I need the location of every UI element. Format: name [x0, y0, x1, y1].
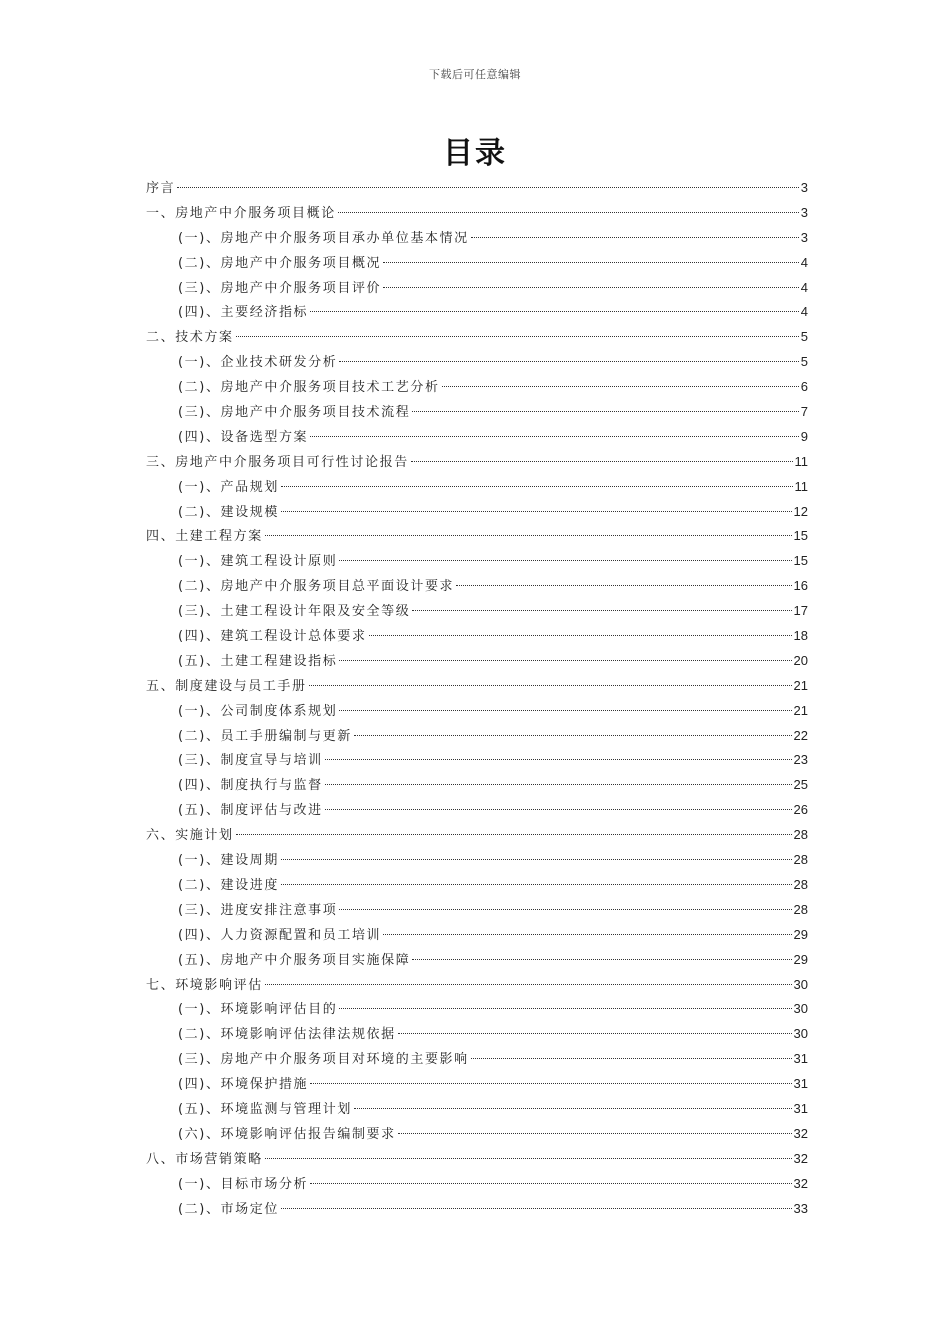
toc-entry-page-number: 4	[800, 254, 808, 270]
toc-dot-leader	[398, 1133, 792, 1134]
toc-entry[interactable]	[146, 549, 808, 574]
toc-dot-leader	[338, 212, 799, 213]
toc-entry[interactable]	[146, 724, 808, 749]
toc-entry[interactable]	[146, 599, 808, 624]
toc-entry[interactable]	[146, 748, 808, 773]
toc-entry-page-number: 21	[793, 702, 808, 718]
toc-entry[interactable]	[146, 823, 808, 848]
toc-dot-leader	[236, 834, 792, 835]
toc-dot-leader	[281, 511, 792, 512]
toc-dot-leader	[310, 1083, 791, 1084]
toc-entry-page-number: 15	[793, 528, 808, 544]
toc-entry-page-number: 5	[800, 329, 808, 345]
toc-entry-label: (四)、建筑工程设计总体要求	[178, 629, 367, 645]
toc-dot-leader	[310, 311, 799, 312]
toc-entry-page-number: 9	[800, 428, 808, 444]
toc-entry-label: (五)、土建工程建设指标	[178, 653, 338, 669]
toc-entry-label: (一)、产品规划	[178, 479, 279, 495]
toc-entry[interactable]	[146, 699, 808, 724]
toc-entry[interactable]	[146, 973, 808, 998]
toc-entry[interactable]	[146, 300, 808, 325]
toc-dot-leader	[383, 287, 799, 288]
toc-entry[interactable]	[146, 425, 808, 450]
toc-dot-leader	[281, 884, 792, 885]
toc-entry[interactable]	[146, 798, 808, 823]
toc-entry-page-number: 25	[793, 777, 808, 793]
toc-entry[interactable]	[146, 1072, 808, 1097]
toc-entry-label: 三、房地产中介服务项目可行性讨论报告	[146, 454, 409, 470]
toc-dot-leader	[339, 909, 791, 910]
toc-entry-label: (三)、房地产中介服务项目评价	[178, 280, 382, 296]
toc-entry[interactable]	[146, 1122, 808, 1147]
toc-entry-label: (五)、房地产中介服务项目实施保障	[178, 952, 411, 968]
toc-entry-label: (六)、环境影响评估报告编制要求	[178, 1126, 396, 1142]
toc-entry-label: (四)、人力资源配置和员工培训	[178, 927, 382, 943]
toc-entry-label: (一)、公司制度体系规划	[178, 703, 338, 719]
toc-entry-label: (三)、土建工程设计年限及安全等级	[178, 604, 411, 620]
toc-entry-page-number: 28	[793, 876, 808, 892]
toc-entry-page-number: 3	[800, 180, 808, 195]
toc-dot-leader	[236, 336, 799, 337]
toc-dot-leader	[281, 1208, 792, 1209]
toc-entry-label: (三)、房地产中介服务项目技术流程	[178, 405, 411, 421]
toc-entry-page-number: 32	[793, 1125, 808, 1141]
toc-entry-page-number: 29	[793, 951, 808, 967]
toc-entry-label: (五)、制度评估与改进	[178, 803, 323, 819]
toc-entry[interactable]	[146, 375, 808, 400]
toc-entry[interactable]	[146, 251, 808, 276]
toc-entry-label: (一)、房地产中介服务项目承办单位基本情况	[178, 230, 469, 246]
page-title: 目录	[443, 136, 507, 171]
toc-entry[interactable]	[146, 674, 808, 699]
toc-dot-leader	[398, 1033, 792, 1034]
toc-entry-label: (二)、环境影响评估法律法规依据	[178, 1027, 396, 1043]
toc-entry-page-number: 5	[800, 354, 808, 370]
toc-entry[interactable]	[146, 1147, 808, 1172]
toc-entry[interactable]	[146, 997, 808, 1022]
toc-entry[interactable]	[146, 624, 808, 649]
toc-entry-label: (三)、制度宣导与培训	[178, 753, 323, 769]
toc-entry-page-number: 32	[793, 1175, 808, 1191]
toc-dot-leader	[412, 411, 798, 412]
toc-dot-leader	[383, 934, 791, 935]
toc-dot-leader	[265, 1158, 792, 1159]
toc-entry-label: (一)、环境影响评估目的	[178, 1002, 338, 1018]
toc-entry-label: (四)、制度执行与监督	[178, 778, 323, 794]
toc-entry-label: (二)、建设规模	[178, 504, 279, 520]
toc-entry[interactable]	[146, 848, 808, 873]
toc-entry-page-number: 30	[793, 1026, 808, 1042]
toc-dot-leader	[456, 585, 791, 586]
toc-dot-leader	[309, 685, 792, 686]
toc-entry-page-number: 11	[794, 478, 808, 494]
toc-entry-label: 二、技术方案	[146, 330, 234, 346]
toc-entry[interactable]	[146, 948, 808, 973]
toc-entry-page-number: 22	[793, 727, 808, 743]
toc-entry-label: (四)、设备选型方案	[178, 429, 309, 445]
toc-dot-leader	[383, 262, 799, 263]
toc-entry[interactable]	[146, 201, 808, 226]
toc-entry[interactable]	[146, 400, 808, 425]
toc-dot-leader	[471, 237, 799, 238]
toc-entry[interactable]	[146, 898, 808, 923]
toc-entry[interactable]	[146, 475, 808, 500]
toc-entry-page-number: 20	[793, 652, 808, 668]
toc-dot-leader	[339, 361, 798, 362]
toc-dot-leader	[354, 735, 792, 736]
toc-entry-label: (二)、房地产中介服务项目技术工艺分析	[178, 380, 440, 396]
toc-dot-leader	[265, 984, 792, 985]
toc-entry-page-number: 30	[793, 1001, 808, 1017]
toc-entry-label: (一)、建设周期	[178, 853, 279, 869]
toc-dot-leader	[310, 436, 799, 437]
toc-dot-leader	[412, 959, 791, 960]
toc-entry-page-number: 4	[800, 304, 808, 320]
toc-entry[interactable]	[146, 450, 808, 475]
toc-entry[interactable]	[146, 176, 808, 201]
toc-dot-leader	[339, 710, 791, 711]
toc-entry[interactable]	[146, 1097, 808, 1122]
toc-entry-label: (四)、环境保护措施	[178, 1077, 309, 1093]
toc-dot-leader	[412, 610, 791, 611]
toc-dot-leader	[442, 386, 799, 387]
toc-entry-label: 七、环境影响评估	[146, 977, 263, 993]
toc-dot-leader	[281, 486, 793, 487]
toc-dot-leader	[325, 784, 792, 785]
toc-entry-page-number: 28	[793, 852, 808, 868]
toc-entry-page-number: 4	[800, 279, 808, 295]
toc-entry[interactable]	[146, 1197, 808, 1222]
toc-entry-page-number: 3	[800, 204, 808, 220]
toc-dot-leader	[411, 461, 793, 462]
toc-entry-page-number: 7	[800, 404, 808, 420]
toc-entry-label: 序言	[146, 181, 176, 196]
toc-entry[interactable]	[146, 500, 808, 525]
toc-entry-page-number: 23	[793, 752, 808, 768]
toc-entry-label: (二)、员工手册编制与更新	[178, 728, 352, 744]
toc-entry-page-number: 31	[793, 1051, 808, 1067]
toc-entry-page-number: 31	[793, 1076, 808, 1092]
toc-entry-page-number: 33	[793, 1200, 808, 1216]
toc-entry-page-number: 21	[793, 677, 808, 693]
toc-entry[interactable]	[146, 325, 808, 350]
toc-entry-page-number: 11	[794, 453, 808, 469]
toc-entry-label: 四、土建工程方案	[146, 529, 263, 545]
toc-entry[interactable]	[146, 773, 808, 798]
toc-entry-page-number: 18	[793, 628, 808, 644]
toc-entry-page-number: 3	[800, 229, 808, 245]
toc-entry-page-number: 31	[793, 1100, 808, 1116]
toc-entry[interactable]	[146, 873, 808, 898]
toc-entry-page-number: 17	[793, 603, 808, 619]
toc-entry-label: (一)、建筑工程设计原则	[178, 554, 338, 570]
toc-entry-label: (二)、房地产中介服务项目概况	[178, 255, 382, 271]
toc-dot-leader	[325, 809, 792, 810]
table-of-contents	[146, 176, 808, 1221]
toc-dot-leader	[265, 535, 792, 536]
toc-entry[interactable]	[146, 524, 808, 549]
toc-entry[interactable]	[146, 276, 808, 301]
toc-dot-leader	[471, 1058, 792, 1059]
toc-entry-page-number: 29	[793, 926, 808, 942]
toc-entry-label: (二)、建设进度	[178, 877, 279, 893]
toc-entry-page-number: 28	[793, 827, 808, 843]
toc-entry-label: (三)、进度安排注意事项	[178, 902, 338, 918]
toc-entry[interactable]	[146, 923, 808, 948]
toc-entry-label: (二)、市场定位	[178, 1201, 279, 1217]
toc-entry-label: 一、房地产中介服务项目概论	[146, 205, 336, 221]
toc-entry-page-number: 26	[793, 802, 808, 818]
toc-dot-leader	[339, 660, 791, 661]
toc-dot-leader	[369, 635, 792, 636]
toc-entry-page-number: 28	[793, 901, 808, 917]
toc-entry-page-number: 30	[793, 976, 808, 992]
toc-entry-label: (一)、企业技术研发分析	[178, 355, 338, 371]
toc-entry[interactable]	[146, 1022, 808, 1047]
toc-entry-label: 六、实施计划	[146, 828, 234, 844]
toc-dot-leader	[281, 859, 792, 860]
page-header-note: 下载后可任意编辑	[429, 68, 521, 81]
toc-entry-page-number: 12	[793, 503, 808, 519]
toc-entry-label: 八、市场营销策略	[146, 1151, 263, 1167]
toc-entry-label: (二)、房地产中介服务项目总平面设计要求	[178, 579, 455, 595]
toc-entry[interactable]	[146, 226, 808, 251]
toc-entry-page-number: 6	[800, 379, 808, 395]
toc-entry-page-number: 15	[793, 553, 808, 569]
toc-entry[interactable]	[146, 350, 808, 375]
toc-entry[interactable]	[146, 649, 808, 674]
toc-entry-label: (四)、主要经济指标	[178, 305, 309, 321]
toc-entry-label: 五、制度建设与员工手册	[146, 678, 307, 694]
toc-dot-leader	[310, 1183, 791, 1184]
toc-dot-leader	[325, 759, 792, 760]
toc-dot-leader	[339, 1008, 791, 1009]
toc-dot-leader	[339, 560, 791, 561]
toc-entry-label: (五)、环境监测与管理计划	[178, 1101, 352, 1117]
toc-entry[interactable]	[146, 574, 808, 599]
toc-entry[interactable]	[146, 1172, 808, 1197]
toc-dot-leader	[177, 187, 799, 188]
toc-entry-page-number: 32	[793, 1150, 808, 1166]
toc-dot-leader	[354, 1108, 792, 1109]
toc-entry-label: (一)、目标市场分析	[178, 1176, 309, 1192]
toc-entry[interactable]	[146, 1047, 808, 1072]
toc-entry-page-number: 16	[793, 578, 808, 594]
toc-entry-label: (三)、房地产中介服务项目对环境的主要影响	[178, 1052, 469, 1068]
